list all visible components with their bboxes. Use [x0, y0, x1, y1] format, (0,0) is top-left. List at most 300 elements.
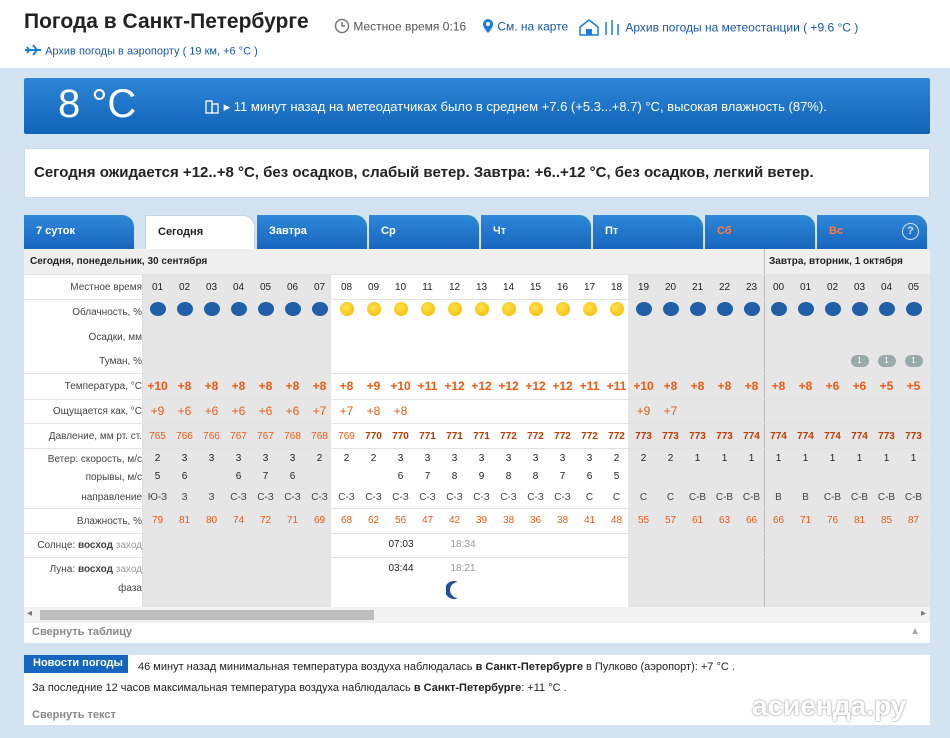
sun-icon	[333, 302, 360, 319]
hours-cell: 19	[637, 282, 650, 293]
direction-cell: С-З	[473, 492, 490, 503]
wind-cell: 1	[856, 453, 863, 464]
sun-disc-icon	[583, 302, 597, 316]
hours-cell: 15	[529, 282, 542, 293]
hours-cell: 07	[313, 282, 326, 293]
pressure-cell: 770	[392, 431, 409, 442]
crescent-moon-icon	[441, 580, 468, 603]
moon-moon_set: заход	[115, 564, 142, 575]
temp-cell: +8	[717, 379, 732, 393]
night-cloud-icon	[900, 302, 927, 319]
direction-cell: С-З	[446, 492, 463, 503]
row-divider	[24, 448, 930, 449]
temp-cell: +10	[633, 379, 654, 393]
sun-disc-icon	[556, 302, 570, 316]
gusts-cell: 8	[451, 471, 458, 482]
day1-header: Сегодня, понедельник, 30 сентября	[30, 256, 208, 267]
current-weather-banner	[24, 78, 930, 134]
feels-cell: +6	[204, 404, 219, 418]
night-cloud-icon	[738, 302, 765, 319]
wind-cell: 3	[559, 453, 566, 464]
wind-cell: 1	[694, 453, 701, 464]
direction-cell: С	[639, 492, 648, 503]
pressure-cell: 772	[581, 431, 598, 442]
page-title: Погода в Санкт-Петербурге	[24, 10, 309, 33]
gusts-cell: 7	[559, 471, 566, 482]
direction-cell: С-З	[365, 492, 382, 503]
wind-cell: 2	[370, 453, 377, 464]
pressure-cell: 771	[446, 431, 463, 442]
time-label: Местное время	[70, 282, 142, 293]
news-2-city: в Санкт-Петербурге	[413, 682, 522, 694]
forecast-summary: Сегодня ожидается +12..+8 °C, без осадков, слабый ветер. Завтра: +6..+12 °C, без осадков, легкий ветер.	[24, 148, 930, 198]
airport-archive-link[interactable]	[24, 44, 258, 59]
humidity-cell: 38	[502, 515, 515, 526]
map-pin-icon	[482, 18, 494, 37]
humidity-cell: 81	[853, 515, 866, 526]
watermark: асиенда.ру	[752, 690, 907, 721]
news-1-tail: в Пулково (аэропорт): +7 °C .	[586, 661, 735, 673]
direction-cell: С-З	[284, 492, 301, 503]
current-temperature: 8 °C	[58, 82, 137, 126]
hours-cell: 05	[907, 282, 920, 293]
moon-phase-svg	[446, 580, 464, 600]
tab-sun[interactable]	[817, 215, 927, 249]
scroll-right-icon[interactable]: ▸	[920, 608, 926, 619]
wind-cell: 2	[154, 453, 161, 464]
cloud-shape-icon	[690, 302, 706, 316]
station-archive-text[interactable]: Архив погоды на метеостанции ( +9.6 °C )	[625, 20, 859, 35]
day-tabs	[24, 215, 930, 249]
precip-label: Осадки, мм	[88, 332, 142, 343]
cloud-shape-icon	[285, 302, 301, 316]
hours-cell: 20	[664, 282, 677, 293]
tab-today[interactable]: Сегодня	[145, 215, 255, 249]
direction-cell: В	[775, 492, 782, 503]
temp-label: Температура, °С	[64, 381, 142, 392]
cloud-shape-icon	[663, 302, 679, 316]
wind-cell: 3	[181, 453, 188, 464]
tab-sat[interactable]: Сб	[705, 215, 815, 249]
direction-cell: С	[666, 492, 675, 503]
wind-cell: 1	[748, 453, 755, 464]
row-divider	[24, 373, 930, 374]
wind-cell: 2	[316, 453, 323, 464]
wind-cell: 2	[667, 453, 674, 464]
direction-cell: С-В	[715, 492, 734, 503]
wind-cell: 3	[532, 453, 539, 464]
cloud-shape-icon	[825, 302, 841, 316]
gusts-cell: 6	[397, 471, 404, 482]
gusts-label: порывы, м/с	[85, 472, 142, 483]
pressure-cell: 771	[419, 431, 436, 442]
humidity-cell: 79	[151, 515, 164, 526]
pressure-cell: 773	[662, 431, 679, 442]
humidity-cell: 41	[583, 515, 596, 526]
temp-cell: +5	[906, 379, 921, 393]
direction-cell: С-З	[311, 492, 328, 503]
sun-disc-icon	[529, 302, 543, 316]
hours-cell: 17	[583, 282, 596, 293]
fog-icon: 1	[878, 355, 896, 367]
collapse-table-link[interactable]: Свернуть таблицу	[32, 626, 133, 638]
local-time-value: 0:16	[442, 19, 467, 34]
direction-cell: С-З	[230, 492, 247, 503]
direction-cell: С-З	[500, 492, 517, 503]
humidity-cell: 69	[313, 515, 326, 526]
pressure-cell: 768	[284, 431, 301, 442]
hours-cell: 10	[394, 282, 407, 293]
row-divider	[24, 299, 930, 300]
scrollbar-thumb[interactable]	[40, 610, 374, 620]
hours-cell: 12	[448, 282, 461, 293]
temp-cell: +8	[663, 379, 678, 393]
day2-header: Завтра, вторник, 1 октября	[769, 256, 903, 267]
cloud-shape-icon	[150, 302, 166, 316]
direction-cell: С-В	[823, 492, 842, 503]
temp-cell: +11	[579, 379, 600, 393]
pressure-cell: 766	[176, 431, 193, 442]
humidity-cell: 56	[394, 515, 407, 526]
humidity-cell: 71	[286, 515, 299, 526]
wind-cell: 2	[640, 453, 647, 464]
hours-cell: 08	[340, 282, 353, 293]
tab-thu[interactable]: Чт	[481, 215, 591, 249]
tab-sun-label: Вс	[829, 225, 844, 237]
humidity-cell: 68	[340, 515, 353, 526]
row-divider	[24, 399, 930, 400]
gusts-cell: 7	[262, 471, 269, 482]
temp-cell: +8	[690, 379, 705, 393]
pressure-cell: 767	[230, 431, 247, 442]
direction-cell: З	[208, 492, 215, 503]
direction-cell: З	[181, 492, 188, 503]
temp-cell: +9	[366, 379, 381, 393]
hours-cell: 16	[556, 282, 569, 293]
feels-cell: +6	[258, 404, 273, 418]
cloud-shape-icon	[258, 302, 274, 316]
humidity-cell: 66	[745, 515, 758, 526]
tab-tomorrow[interactable]: Завтра	[257, 215, 367, 249]
night-cloud-icon	[198, 302, 225, 319]
wind-cell: 1	[829, 453, 836, 464]
hours-cell: 03	[853, 282, 866, 293]
temp-cell: +8	[771, 379, 786, 393]
direction-cell: С-З	[257, 492, 274, 503]
direction-cell: С-З	[554, 492, 571, 503]
pressure-cell: 774	[770, 431, 787, 442]
humidity-cell: 76	[826, 515, 839, 526]
feels-cell: +7	[312, 404, 327, 418]
local-time	[334, 18, 466, 37]
wind-cell: 3	[505, 453, 512, 464]
humidity-cell: 81	[178, 515, 191, 526]
hours-cell: 03	[205, 282, 218, 293]
cloud-shape-icon	[231, 302, 247, 316]
hours-cell: 09	[367, 282, 380, 293]
hours-cell: 11	[422, 282, 433, 293]
feels-cell: +9	[636, 404, 651, 418]
humidity-cell: 66	[772, 515, 785, 526]
wind-cell: 1	[775, 453, 782, 464]
direction-cell: С	[612, 492, 621, 503]
cloud-shape-icon	[771, 302, 787, 316]
temp-cell: +8	[258, 379, 273, 393]
temp-cell: +8	[204, 379, 219, 393]
temp-cell: +11	[417, 379, 438, 393]
direction-cell: С	[585, 492, 594, 503]
wind-cell: 3	[586, 453, 593, 464]
wind-cell: 3	[208, 453, 215, 464]
news-item-2	[32, 682, 567, 694]
news-2-text: За последние 12 часов максимальная температура воздуха наблюдалась	[32, 682, 411, 694]
hours-cell: 23	[745, 282, 758, 293]
row-divider	[24, 508, 930, 509]
gusts-cell: 6	[289, 471, 296, 482]
night-cloud-icon	[657, 302, 684, 319]
sun-icon	[387, 302, 414, 319]
horizontal-scrollbar[interactable]	[24, 607, 930, 623]
gusts-cell: 9	[478, 471, 485, 482]
direction-cell: С-В	[877, 492, 896, 503]
phase-label: фаза	[118, 583, 142, 594]
cloud-shape-icon	[879, 302, 895, 316]
station-icon	[578, 18, 622, 39]
direction-cell: С-В	[850, 492, 869, 503]
direction-cell: С-В	[742, 492, 761, 503]
wind-speed-label: Ветер: скорость, м/с	[47, 454, 142, 465]
tab-fri[interactable]: Пт	[593, 215, 703, 249]
pressure-cell: 770	[365, 431, 382, 442]
pressure-label: Давление, мм рт. ст.	[48, 431, 142, 442]
collapse-text-link[interactable]: Свернуть текст	[32, 709, 116, 721]
pressure-cell: 769	[338, 431, 355, 442]
wind-cell: 3	[424, 453, 431, 464]
night-cloud-icon	[684, 302, 711, 319]
sun-icon	[576, 302, 603, 319]
temp-cell: +11	[606, 379, 627, 393]
news-item-1	[138, 661, 735, 673]
sun-icon	[549, 302, 576, 319]
night-cloud-icon	[846, 302, 873, 319]
news-2-tail: : +11 °C .	[521, 682, 567, 694]
night-cloud-icon	[765, 302, 792, 319]
row-divider	[24, 423, 930, 424]
humidity-cell: 74	[232, 515, 245, 526]
sun-icon	[603, 302, 630, 319]
direction-cell: В	[802, 492, 809, 503]
pressure-cell: 766	[203, 431, 220, 442]
wind-cell: 2	[343, 453, 350, 464]
map-link-text[interactable]: См. на карте	[497, 19, 569, 34]
sun-disc-icon	[394, 302, 408, 316]
gusts-cell: 6	[586, 471, 593, 482]
help-icon[interactable]: ?	[902, 223, 919, 240]
night-cloud-icon	[819, 302, 846, 319]
gusts-cell: 5	[154, 471, 161, 482]
tab-wed[interactable]: Ср	[369, 215, 479, 249]
fog-cell	[846, 354, 873, 367]
temp-cell: +8	[285, 379, 300, 393]
humidity-label: Влажность, %	[76, 516, 142, 527]
humidity-cell: 57	[664, 515, 677, 526]
cloud-shape-icon	[204, 302, 220, 316]
night-cloud-icon	[630, 302, 657, 319]
pressure-cell: 773	[635, 431, 652, 442]
scroll-left-icon[interactable]: ◂	[27, 608, 33, 619]
sun-sun_prefix: Солнце:	[37, 540, 78, 551]
gusts-cell: 8	[532, 471, 539, 482]
clouds-label: Облачность, %	[72, 307, 142, 318]
sun-disc-icon	[340, 302, 354, 316]
sun-disc-icon	[421, 302, 435, 316]
chevron-right-icon: ▸	[223, 98, 231, 114]
feels-cell: +6	[231, 404, 246, 418]
news-1-text: 46 минут назад минимальная температура воздуха наблюдалась	[138, 661, 473, 673]
night-cloud-icon	[144, 302, 171, 319]
direction-cell: С-З	[419, 492, 436, 503]
humidity-cell: 72	[259, 515, 272, 526]
humidity-cell: 61	[691, 515, 704, 526]
night-cloud-icon	[279, 302, 306, 319]
sensor-summary	[204, 98, 827, 117]
sun-icon	[495, 302, 522, 319]
humidity-cell: 63	[718, 515, 731, 526]
hours-cell: 22	[718, 282, 731, 293]
wind-cell: 3	[451, 453, 458, 464]
temp-cell: +8	[231, 379, 246, 393]
wind-cell: 3	[235, 453, 242, 464]
sun-icon	[360, 302, 387, 319]
wind-cell: 2	[613, 453, 620, 464]
hours-cell: 05	[259, 282, 272, 293]
pressure-cell: 771	[473, 431, 490, 442]
airplane-icon	[24, 44, 42, 59]
feels-cell: +6	[285, 404, 300, 418]
cloud-shape-icon	[177, 302, 193, 316]
moonset-time: 18:21	[450, 563, 476, 574]
pressure-cell: 773	[716, 431, 733, 442]
pressure-cell: 772	[608, 431, 625, 442]
collapse-up-icon[interactable]: ▲	[910, 626, 920, 637]
pressure-cell: 774	[824, 431, 841, 442]
feels-cell: +8	[366, 404, 381, 418]
airport-archive-text[interactable]: Архив погоды в аэропорту ( 19 км, +6 °C )	[45, 45, 258, 58]
sun-disc-icon	[610, 302, 624, 316]
direction-cell: Ю-З	[147, 492, 168, 503]
sun-icon	[414, 302, 441, 319]
row-divider	[24, 557, 930, 558]
sunrise-time: 07:03	[388, 539, 414, 550]
humidity-cell: 80	[205, 515, 218, 526]
pressure-cell: 773	[905, 431, 922, 442]
hourly-table	[24, 249, 930, 643]
building-icon	[204, 98, 220, 117]
sun-disc-icon	[502, 302, 516, 316]
temp-cell: +8	[339, 379, 354, 393]
temp-cell: +5	[879, 379, 894, 393]
fog-cell	[873, 354, 900, 367]
direction-cell: С-В	[688, 492, 707, 503]
map-link[interactable]	[482, 18, 568, 37]
temp-cell: +6	[825, 379, 840, 393]
hours-cell: 13	[475, 282, 488, 293]
pressure-cell: 772	[554, 431, 571, 442]
clock-icon	[334, 18, 350, 37]
pressure-cell: 773	[878, 431, 895, 442]
sun-disc-icon	[448, 302, 462, 316]
pressure-cell: 772	[500, 431, 517, 442]
sun-disc-icon	[475, 302, 489, 316]
temp-cell: +12	[525, 379, 546, 393]
feels-cell: +6	[177, 404, 192, 418]
sun-label	[24, 540, 142, 551]
top-header	[0, 0, 950, 68]
pressure-cell: 767	[257, 431, 274, 442]
wind-cell: 1	[910, 453, 917, 464]
hours-cell: 18	[610, 282, 623, 293]
cloud-shape-icon	[744, 302, 760, 316]
hours-cell: 01	[799, 282, 812, 293]
fog-label: Туман, %	[99, 356, 142, 367]
moonrise-time: 03:44	[388, 563, 414, 574]
news-tab[interactable]: Новости погоды	[24, 655, 128, 673]
gusts-cell: 6	[235, 471, 242, 482]
humidity-cell: 55	[637, 515, 650, 526]
wind-cell: 1	[883, 453, 890, 464]
sensor-summary-text: 11 минут назад на метеодатчиках было в среднем +7.6 (+5.3...+8.7) °C, высокая влажность (87%).	[233, 98, 827, 114]
hours-cell: 00	[772, 282, 785, 293]
direction-cell: С-В	[904, 492, 923, 503]
pressure-cell: 774	[797, 431, 814, 442]
wind-cell: 1	[721, 453, 728, 464]
row-divider	[24, 274, 930, 275]
hours-cell: 04	[880, 282, 893, 293]
temp-cell: +12	[444, 379, 465, 393]
pressure-cell: 774	[851, 431, 868, 442]
night-cloud-icon	[171, 302, 198, 319]
humidity-cell: 85	[880, 515, 893, 526]
temp-cell: +12	[498, 379, 519, 393]
hours-cell: 14	[502, 282, 515, 293]
row-divider	[24, 533, 930, 534]
cloud-shape-icon	[312, 302, 328, 316]
hours-cell: 02	[826, 282, 839, 293]
wind-cell: 3	[262, 453, 269, 464]
gusts-cell: 7	[424, 471, 431, 482]
night-cloud-icon	[225, 302, 252, 319]
sun-icon	[522, 302, 549, 319]
temp-cell: +10	[147, 379, 168, 393]
tab-7days[interactable]: 7 суток	[24, 215, 134, 249]
sun-disc-icon	[367, 302, 381, 316]
feels-cell: +9	[150, 404, 165, 418]
feels-label: Ощущается как, °С	[52, 406, 142, 417]
cloud-shape-icon	[717, 302, 733, 316]
humidity-cell: 47	[421, 515, 434, 526]
feels-cell: +8	[393, 404, 408, 418]
cloud-shape-icon	[636, 302, 652, 316]
direction-cell: С-З	[392, 492, 409, 503]
station-archive-link[interactable]	[578, 18, 858, 39]
gusts-cell: 8	[505, 471, 512, 482]
humidity-cell: 42	[448, 515, 461, 526]
temp-cell: +12	[552, 379, 573, 393]
feels-cell: +7	[339, 404, 354, 418]
humidity-cell: 62	[367, 515, 380, 526]
wind-cell: 1	[802, 453, 809, 464]
pressure-cell: 774	[743, 431, 760, 442]
